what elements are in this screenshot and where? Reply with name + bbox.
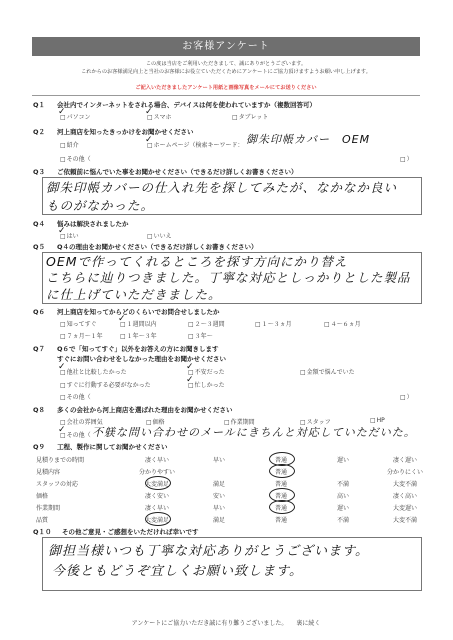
q9-rating-option[interactable]: 普通 [274, 457, 287, 464]
q9-rating-row [36, 453, 416, 465]
q9-rating-option[interactable]: 不満 [336, 481, 349, 488]
q9-rating-option[interactable]: 普通 [274, 505, 287, 512]
checkmark-icon: ✓ [58, 425, 66, 435]
q6-option-1-3-months[interactable]: □ １～３ヵ月 [255, 319, 292, 328]
q6-option-within-week[interactable]: □ １週間以内 [120, 319, 157, 328]
q9-rating-option[interactable]: 不満 [336, 517, 349, 524]
q7-number: Q７ [33, 345, 46, 353]
q10-text: その他ご意見・ご感想をいただければ幸いです [62, 528, 199, 536]
q9-rating-option[interactable]: 凄く安い [144, 493, 169, 500]
q6-option-1-3-years[interactable]: □ １年～３年 [120, 331, 157, 340]
q9-row-label: 価格 [36, 493, 49, 500]
q3-text: ご依頼前に悩んでいた事をお聞かせください（できるだけ詳しくお書きください） [57, 168, 298, 176]
q9-rating-option[interactable]: 安い [212, 493, 225, 500]
q1-option-smartphone[interactable]: □ スマホ [147, 112, 172, 121]
q6-number: Q６ [33, 308, 46, 316]
q9-row-label: 作業期間 [36, 505, 61, 512]
selection-circle [269, 500, 295, 514]
checkmark-icon: ✓ [186, 375, 194, 385]
selection-circle [269, 464, 295, 478]
q7-option-price[interactable]: □ 金額で悩んでいた [300, 367, 355, 376]
q2-keyword-answer: 御朱印帳カバー OEM [246, 133, 371, 146]
selection-circle [145, 512, 171, 526]
q2-option-referral[interactable]: □ 紹介 [60, 140, 79, 149]
checkmark-icon: ✓ [58, 226, 66, 236]
q9-rating-option[interactable]: 分かりにくい [386, 469, 423, 476]
q9-rating-row [36, 465, 423, 477]
q8-option-other[interactable]: □ その他（ [60, 430, 91, 439]
q9-rating-option[interactable]: 満足 [212, 481, 225, 488]
q9-rating-row [36, 489, 416, 501]
q8-option-duration[interactable]: □ 作業期間 [224, 417, 255, 426]
divider [32, 95, 420, 96]
q9-row-label: 見積りまでの時間 [36, 457, 85, 464]
q9-number: Q９ [33, 443, 46, 451]
q9-row-label: スタッフの対応 [36, 481, 79, 488]
q5-answer-line-2: こちらに辿りつきました。丁寧な対応としっかりとした製品 [46, 270, 411, 285]
q6-option-7m-1y[interactable]: □ ７ヵ月～１年 [60, 331, 103, 340]
q9-rating-option[interactable]: 分かりやすい [138, 469, 175, 476]
q6-text: 河上商店を知ってからどのくらいでお問合せしましたか [57, 308, 220, 316]
q6-option-4-6-months[interactable]: □ ４～６ヵ月 [324, 319, 361, 328]
q2-number: Q２ [33, 128, 46, 136]
q7-text-2: すぐにお問い合わせをしなかった理由をお聞かせください [57, 355, 226, 363]
q9-rating-option[interactable]: 普通 [274, 493, 287, 500]
q8-text: 多くの会社から河上商店を選ばれた理由をお聞かせください [57, 406, 233, 414]
close-paren: □ ） [400, 154, 413, 163]
q9-rating-row [36, 513, 416, 525]
q9-rating-option[interactable]: 早い [212, 457, 225, 464]
q3-number: Q３ [33, 168, 46, 176]
q9-rating-option[interactable]: 凄く早い [144, 505, 169, 512]
q10-number: Q１０ [33, 528, 52, 536]
q5-number: Q５ [33, 243, 46, 251]
q8-number: Q８ [33, 406, 46, 414]
q9-rating-option[interactable]: 大変不満 [392, 517, 417, 524]
q8-option-price[interactable]: □ 価格 [146, 417, 165, 426]
close-paren: □ ） [400, 392, 413, 401]
checkmark-icon: ✓ [145, 107, 153, 117]
q9-rating-option[interactable]: 普通 [274, 481, 287, 488]
footer-note: アンケートにご協力いただき誠に有り難うございました。 裏に続く [131, 620, 321, 627]
q4-option-no[interactable]: □ いいえ [147, 231, 172, 240]
q9-rating-option[interactable]: 高い [336, 493, 349, 500]
q1-text: 会社内でインターネットをされる場合、デバイスは何を使われていますか（複数回答可） [57, 101, 316, 109]
q1-option-tablet[interactable]: □ タブレット [232, 112, 268, 121]
q9-rating-row [36, 501, 416, 513]
q2-option-other[interactable]: □ その他（ [60, 154, 91, 163]
q6-option-3-years-plus[interactable]: □ ３年～ [188, 331, 213, 340]
q4-option-yes[interactable]: □ はい [60, 231, 79, 240]
q3-answer-line-1: 御朱印帳カバーの仕入れ先を探してみたが、なかなか良い [46, 180, 398, 195]
checkmark-icon: ✓ [58, 107, 66, 117]
survey-title: お客様アンケート [32, 37, 420, 56]
checkmark-icon: ✓ [118, 314, 126, 324]
q9-rating-option[interactable]: 大変満足 [144, 481, 169, 488]
q9-rating-option[interactable]: 遅い [336, 457, 349, 464]
selection-circle [145, 476, 171, 490]
q9-rating-option[interactable]: 凄く高い [392, 493, 417, 500]
q2-option-homepage[interactable]: □ ホームページ（検索キーワード： [147, 140, 244, 149]
intro-line-3: ご記入いただきましたアンケート用紙と画像写真をメールにてお送りください [135, 85, 317, 91]
q9-row-label: 見積内容 [36, 469, 61, 476]
q9-rating-option[interactable]: 遅い [336, 505, 349, 512]
q9-rating-option[interactable]: 普通 [274, 517, 287, 524]
q8-option-staff[interactable]: □ スタッフ [300, 417, 331, 426]
q7-option-busy[interactable]: □ 忙しかった [188, 380, 225, 389]
q3-answer-line-2: ものがなかった。 [46, 198, 155, 213]
q8-option-atmosphere[interactable]: □ 会社の雰囲気 [60, 417, 103, 426]
q7-text: Q６で「知ってすぐ」以外をお答えの方にお聞きします [57, 345, 219, 353]
q9-rating-option[interactable]: 満足 [212, 517, 225, 524]
checkmark-icon: ✓ [58, 362, 66, 372]
q7-option-no-need[interactable]: □ すぐに行動する必要がなかった [60, 380, 151, 389]
q9-rating-row [36, 477, 416, 489]
q9-rating-option[interactable]: 凄く遅い [392, 457, 417, 464]
q6-option-2-3-weeks[interactable]: □ ２～３週間 [188, 319, 225, 328]
q1-option-pc[interactable]: □ パソコン [60, 112, 91, 121]
checkmark-icon: ✓ [186, 362, 194, 372]
intro-line-1: この度は当店をご利用いただきまして、誠にありがとうございます。 [145, 61, 307, 67]
q9-text: 工程、製作に関してお聞かせください [57, 443, 168, 451]
q4-text: 悩みは解決されましたか [57, 220, 129, 228]
q2-text: 河上商店を知ったきっかけをお聞かせください [57, 128, 194, 136]
q7-option-anxious[interactable]: □ 不安だった [188, 367, 225, 376]
q9-rating-option[interactable]: 大変満足 [144, 517, 169, 524]
q8-other-answer: 不躾な問い合わせのメールにきちんと対応していただいた。 [92, 426, 416, 439]
q1-number: Q１ [33, 101, 46, 109]
q5-text: Q４の理由をお聞かせください（できるだけ詳しくお書きください） [57, 243, 258, 251]
q5-answer-line-1: OEMで作ってくれるところを探す方向にかり替え [46, 254, 348, 269]
q9-rating-option[interactable]: 大変遅い [392, 505, 417, 512]
q5-answer-line-3: に仕上げていただきました。 [46, 287, 222, 302]
q10-answer-line-1: 御担当様いつも丁寧な対応ありがとうございます。 [48, 544, 369, 559]
checkmark-icon: ✓ [145, 135, 153, 145]
q9-row-label: 品質 [36, 517, 49, 524]
q10-answer-line-2: 今後ともどうぞ宜しくお願い致します。 [52, 564, 303, 579]
intro-line-2: これからのお客様満足向上と当社のお客様にお役立ていただくためにアンケートにご協力頂けますようお願い申し上げます。 [81, 69, 371, 75]
q9-rating-option[interactable]: 早い [212, 505, 225, 512]
q9-rating-option[interactable]: 大変不満 [392, 481, 417, 488]
q9-rating-option[interactable]: 普通 [274, 469, 287, 476]
q7-option-compare[interactable]: □ 他社と比較したかった [60, 367, 127, 376]
q4-number: Q４ [33, 220, 46, 228]
q9-rating-option[interactable]: 凄く早い [144, 457, 169, 464]
q8-option-hp[interactable]: □ HP [370, 417, 385, 424]
q7-option-other[interactable]: □ その他（ [60, 392, 91, 401]
q6-option-immediately[interactable]: □ 知ってすぐ [60, 319, 97, 328]
